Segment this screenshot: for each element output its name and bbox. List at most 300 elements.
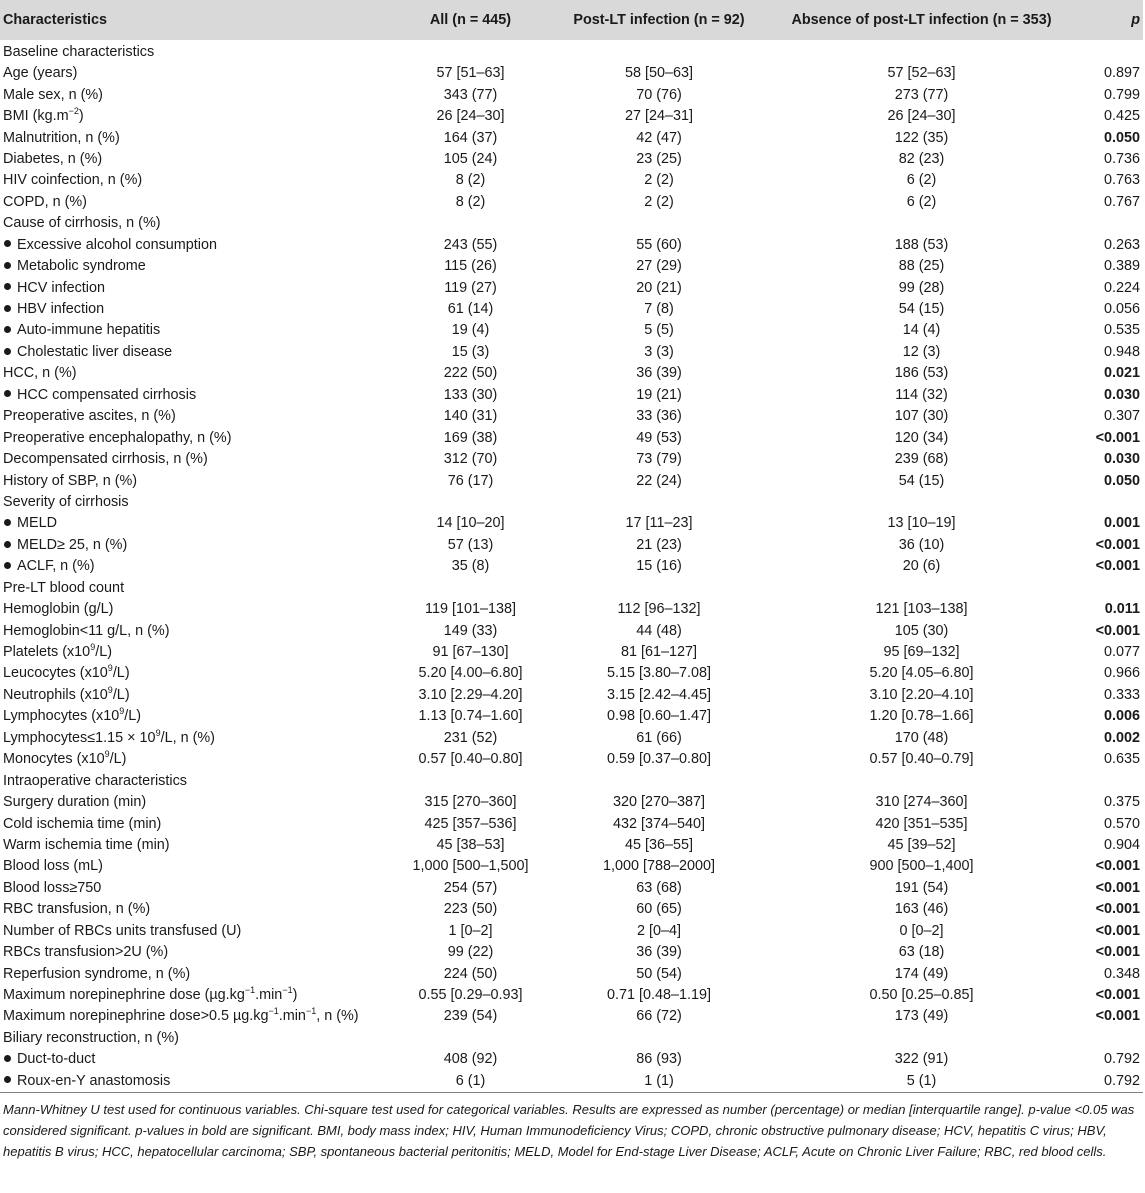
cell-all: 105 (24)	[443, 150, 498, 167]
table-row	[0, 792, 1143, 813]
row-label	[0, 642, 387, 663]
cell-post-lt-infection: 22 (24)	[636, 472, 682, 489]
label-superscript: −1	[244, 985, 256, 996]
cell-post-lt-infection: 320 [270–387]	[612, 794, 706, 811]
cell-p-value: <0.001	[1095, 1008, 1140, 1025]
table-row	[0, 235, 1143, 256]
cell-absence-post-lt-infection: 114 (32)	[895, 386, 948, 403]
cell-post-lt-infection: 36 (39)	[636, 944, 682, 961]
table-row	[0, 170, 1143, 191]
cell-p-value	[1079, 1028, 1143, 1049]
label-text: Leucocytes (x10	[3, 665, 108, 682]
cell-p-value: 0.077	[1103, 644, 1140, 661]
label-text: Surgery duration (min)	[3, 794, 147, 811]
label-text: Cholestatic liver disease	[17, 343, 173, 360]
row-label	[0, 706, 387, 727]
cell-post-lt-infection: 66 (72)	[636, 1008, 682, 1025]
cell-absence-post-lt-infection: 239 (68)	[894, 451, 949, 468]
header-p-value: p	[1131, 12, 1140, 28]
cell-absence-post-lt-infection: 99 (28)	[898, 279, 945, 296]
cell-post-lt-infection: 1 (1)	[554, 1071, 764, 1093]
bullet-icon	[4, 1055, 11, 1062]
label-superscript: 9	[90, 642, 96, 653]
cell-all: 169 (38)	[443, 429, 498, 446]
cell-all: 115 (26)	[444, 258, 497, 275]
cell-p-value: 0.030	[1103, 386, 1140, 403]
label-text-suffix: /L, n (%)	[160, 729, 215, 746]
cell-post-lt-infection: 73 (79)	[636, 451, 682, 468]
table-row	[0, 84, 1143, 105]
label-text: Warm ischemia time (min)	[3, 836, 170, 853]
cell-post-lt-infection: 2 (2)	[644, 193, 674, 210]
label-text-suffix: /L)	[112, 665, 130, 682]
row-label	[0, 985, 387, 1006]
bullet-icon	[4, 562, 11, 569]
row-label	[0, 663, 387, 684]
label-text-suffix: )	[78, 108, 84, 125]
label-text: Hemoglobin<11 g/L, n (%)	[3, 622, 170, 639]
cell-absence-post-lt-infection: 5 (1)	[764, 1071, 1079, 1093]
label-text: History of SBP, n (%)	[3, 472, 138, 489]
cell-absence-post-lt-infection: 900 [500–1,400]	[869, 858, 974, 875]
label-text: Platelets (x10	[3, 644, 91, 661]
header-characteristics: Characteristics	[3, 12, 107, 28]
cell-absence-post-lt-infection: 54 (15)	[898, 301, 945, 318]
cell-p-value: 0.948	[1103, 343, 1140, 360]
label-text: MELD	[17, 515, 57, 532]
cell-all: 254 (57)	[443, 879, 498, 896]
row-label	[0, 277, 387, 298]
cell-post-lt-infection: 3 (3)	[644, 343, 674, 360]
cell-post-lt-infection: 49 (53)	[636, 429, 682, 446]
label-text: ACLF, n (%)	[17, 558, 95, 575]
cell-all: 6 (1)	[387, 1071, 554, 1093]
section-row	[0, 770, 1143, 791]
label-text: Excessive alcohol consumption	[17, 236, 217, 253]
cell-absence-post-lt-infection: 322 (91)	[894, 1051, 949, 1068]
cell-post-lt-infection: 7 (8)	[644, 301, 674, 318]
label-text: Intraoperative characteristics	[3, 772, 187, 789]
row-label	[0, 942, 387, 963]
cell-absence-post-lt-infection: 5.20 [4.05–6.80]	[869, 665, 974, 682]
cell-absence-post-lt-infection: 20 (6)	[902, 558, 941, 575]
row-label	[0, 1071, 387, 1093]
label-superscript: −1	[268, 1006, 279, 1017]
cell-post-lt-infection: 112 [96–132]	[617, 601, 701, 618]
label-text: Severity of cirrhosis	[3, 493, 129, 510]
table-row	[0, 642, 1143, 663]
cell-post-lt-infection: 19 (21)	[636, 386, 682, 403]
table-row	[0, 599, 1143, 620]
row-label	[0, 878, 387, 899]
cell-p-value	[1079, 213, 1143, 234]
label-text: RBCs transfusion>2U (%)	[3, 944, 169, 961]
table-row	[0, 320, 1143, 341]
cell-all: 231 (52)	[443, 729, 498, 746]
cell-absence-post-lt-infection: 163 (46)	[894, 901, 949, 918]
label-text: Male sex, n (%)	[3, 86, 103, 103]
cell-post-lt-infection: 15 (16)	[636, 558, 682, 575]
bullet-icon	[4, 305, 11, 312]
table-row	[0, 277, 1143, 298]
cell-absence-post-lt-infection	[764, 492, 1079, 513]
cell-p-value: 0.375	[1103, 794, 1140, 811]
cell-post-lt-infection: 50 (54)	[636, 965, 682, 982]
row-label	[0, 106, 387, 127]
cell-p-value	[1079, 40, 1143, 63]
cell-all: 57 (13)	[447, 536, 494, 553]
table-row	[0, 106, 1143, 127]
row-label	[0, 813, 387, 834]
cell-p-value: 0.333	[1103, 686, 1140, 703]
label-text: BMI (kg.m	[3, 108, 69, 125]
bullet-icon	[4, 283, 11, 290]
cell-all: 1.13 [0.74–1.60]	[418, 708, 523, 725]
table-row	[0, 899, 1143, 920]
cell-p-value: <0.001	[1095, 901, 1140, 918]
cell-p-value: 0.307	[1103, 408, 1140, 425]
header-absence-post-lt-infection: Absence of post-LT infection (n = 353)	[791, 12, 1052, 28]
cell-post-lt-infection: 63 (68)	[636, 879, 682, 896]
table-row	[0, 363, 1143, 384]
cell-absence-post-lt-infection: 0.50 [0.25–0.85]	[869, 987, 974, 1004]
table-body	[0, 40, 1143, 1092]
cell-post-lt-infection: 5 (5)	[644, 322, 674, 339]
cell-all: 3.10 [2.29–4.20]	[418, 686, 523, 703]
table-row	[0, 921, 1143, 942]
table-row	[0, 685, 1143, 706]
table-footnote: Mann-Whitney U test used for continuous variables. Chi-square test used for categorical variables. Results are expressed as number (percentage) or median [interquartile range]. p-value <0.05 was considered significant. p-values in bold are significant. BMI, body mass index; HIV, Human Immunodeficiency Virus; COPD, chronic obstructive pulmonary disease; HCV, hepatitis C virus; HBV, hepatitis B virus; HCC, hepatocellular carcinoma; SBP, spontaneous bacterial peritonitis; MELD, Model for End-stage Liver Disease; ACLF, Acute on Chronic Liver Failure; RBC, red blood cells.	[3, 1101, 1135, 1159]
cell-post-lt-infection	[554, 578, 764, 599]
section-row	[0, 492, 1143, 513]
cell-all: 91 [67–130]	[432, 644, 509, 661]
cell-post-lt-infection: 432 [374–540]	[612, 815, 706, 832]
row-label	[0, 556, 387, 577]
cell-all: 0.57 [0.40–0.80]	[418, 751, 523, 768]
row-label	[0, 856, 387, 877]
table-row	[0, 470, 1143, 491]
cell-p-value: 0.763	[1103, 172, 1140, 189]
label-text: Decompensated cirrhosis, n (%)	[3, 451, 208, 468]
section-label	[0, 578, 387, 599]
row-label	[0, 535, 387, 556]
cell-absence-post-lt-infection: 310 [274–360]	[875, 794, 968, 811]
cell-p-value: 0.224	[1103, 279, 1140, 296]
header-post-lt-infection: Post-LT infection (n = 92)	[573, 12, 745, 28]
cell-absence-post-lt-infection: 26 [24–30]	[887, 108, 956, 125]
cell-post-lt-infection: 36 (39)	[636, 365, 682, 382]
table-row	[0, 1071, 1143, 1093]
label-text: Roux-en-Y anastomosis	[17, 1072, 171, 1089]
section-label	[0, 40, 387, 63]
cell-p-value: 0.030	[1103, 451, 1140, 468]
row-label	[0, 835, 387, 856]
cell-absence-post-lt-infection: 82 (23)	[898, 150, 945, 167]
row-label	[0, 192, 387, 213]
cell-absence-post-lt-infection: 121 [103–138]	[875, 601, 968, 618]
bullet-icon	[4, 519, 11, 526]
label-text: HIV coinfection, n (%)	[3, 172, 143, 189]
cell-post-lt-infection: 23 (25)	[636, 150, 682, 167]
row-label	[0, 899, 387, 920]
cell-all: 0.55 [0.29–0.93]	[418, 987, 523, 1004]
cell-p-value: 0.792	[1103, 1051, 1140, 1068]
table-row	[0, 856, 1143, 877]
label-text: RBC transfusion, n (%)	[3, 901, 151, 918]
cell-absence-post-lt-infection	[764, 578, 1079, 599]
cell-post-lt-infection: 70 (76)	[636, 86, 682, 103]
row-label	[0, 342, 387, 363]
cell-p-value: <0.001	[1095, 558, 1140, 575]
row-label	[0, 470, 387, 491]
cell-post-lt-infection: 5.15 [3.80–7.08]	[606, 665, 712, 682]
cell-p-value: 0.056	[1103, 301, 1140, 318]
label-text: Maximum norepinephrine dose (µg.kg	[3, 987, 245, 1004]
header-row	[0, 0, 1143, 40]
cell-post-lt-infection: 0.98 [0.60–1.47]	[606, 708, 712, 725]
table-row	[0, 556, 1143, 577]
cell-absence-post-lt-infection: 6 (2)	[906, 172, 937, 189]
cell-absence-post-lt-infection: 191 (54)	[894, 879, 949, 896]
bullet-icon	[4, 1076, 11, 1083]
cell-p-value: <0.001	[1095, 944, 1140, 961]
cell-post-lt-infection	[554, 492, 764, 513]
label-text: Maximum norepinephrine dose>0.5 µg.kg	[3, 1008, 269, 1025]
row-label	[0, 620, 387, 641]
cell-post-lt-infection: 45 [36–55]	[624, 836, 694, 853]
cell-all: 35 (8)	[451, 558, 490, 575]
cell-p-value: 0.535	[1103, 322, 1140, 339]
table-row	[0, 192, 1143, 213]
row-label	[0, 320, 387, 341]
cell-all: 425 [357–536]	[424, 815, 517, 832]
cell-all: 343 (77)	[443, 86, 498, 103]
section-row	[0, 578, 1143, 599]
cell-all: 312 (70)	[443, 451, 498, 468]
cell-absence-post-lt-infection: 88 (25)	[898, 258, 945, 275]
row-label	[0, 149, 387, 170]
header-all: All (n = 445)	[429, 12, 512, 28]
cell-absence-post-lt-infection: 420 [351–535]	[875, 815, 968, 832]
cell-absence-post-lt-infection: 14 (4)	[902, 322, 941, 339]
cell-p-value: 0.736	[1103, 150, 1140, 167]
table-row	[0, 620, 1143, 641]
cell-p-value: <0.001	[1095, 858, 1140, 875]
cell-p-value: 0.348	[1103, 965, 1140, 982]
label-text: Duct-to-duct	[17, 1051, 96, 1068]
label-text: HCV infection	[17, 279, 105, 296]
table-row	[0, 813, 1143, 834]
cell-all: 14 [10–20]	[436, 515, 505, 532]
cell-all: 19 (4)	[451, 322, 490, 339]
cell-post-lt-infection: 60 (65)	[636, 901, 682, 918]
table-row	[0, 749, 1143, 770]
table-header	[0, 0, 1143, 40]
row-label	[0, 170, 387, 191]
row-label	[0, 385, 387, 406]
cell-all: 99 (22)	[447, 944, 494, 961]
table-row	[0, 385, 1143, 406]
section-label	[0, 492, 387, 513]
label-text: Hemoglobin (g/L)	[3, 601, 114, 618]
cell-p-value: 0.021	[1103, 365, 1140, 382]
cell-post-lt-infection: 0.59 [0.37–0.80]	[606, 751, 712, 768]
row-label	[0, 84, 387, 105]
cell-absence-post-lt-infection: 36 (10)	[898, 536, 945, 553]
table-row	[0, 127, 1143, 148]
table-row	[0, 406, 1143, 427]
label-superscript: 9	[107, 685, 113, 696]
label-text-mid: .min	[278, 1008, 306, 1025]
cell-all: 15 (3)	[451, 343, 490, 360]
table-row	[0, 513, 1143, 534]
cell-absence-post-lt-infection: 174 (49)	[894, 965, 949, 982]
cell-all: 76 (17)	[447, 472, 494, 489]
cell-absence-post-lt-infection: 186 (53)	[894, 365, 949, 382]
cell-absence-post-lt-infection: 3.10 [2.20–4.10]	[869, 686, 974, 703]
bullet-icon	[4, 541, 11, 548]
cell-all: 45 [38–53]	[436, 836, 505, 853]
cell-post-lt-infection: 55 (60)	[636, 236, 682, 253]
cell-p-value	[1079, 770, 1143, 791]
row-label	[0, 1049, 387, 1070]
cell-p-value: <0.001	[1095, 987, 1140, 1004]
cell-post-lt-infection: 21 (23)	[636, 536, 682, 553]
bullet-icon	[4, 262, 11, 269]
section-row	[0, 40, 1143, 63]
cell-post-lt-infection: 58 [50–63]	[624, 65, 694, 82]
label-text: HCC, n (%)	[3, 365, 77, 382]
label-text-mid: .min	[255, 987, 283, 1004]
cell-all: 149 (33)	[443, 622, 498, 639]
cell-all	[387, 213, 554, 234]
label-text: Blood loss (mL)	[3, 858, 103, 875]
label-text: Cold ischemia time (min)	[3, 815, 162, 832]
cell-all: 8 (2)	[455, 172, 486, 189]
cell-p-value: <0.001	[1095, 536, 1140, 553]
table-row	[0, 963, 1143, 984]
cell-post-lt-infection	[554, 40, 764, 63]
row-label	[0, 685, 387, 706]
section-label	[0, 770, 387, 791]
row-label	[0, 299, 387, 320]
row-label	[0, 921, 387, 942]
cell-post-lt-infection: 1,000 [788–2000]	[602, 858, 716, 875]
cell-post-lt-infection: 0.71 [0.48–1.19]	[606, 987, 712, 1004]
cell-all: 315 [270–360]	[424, 794, 517, 811]
label-text-suffix: /L)	[95, 644, 112, 661]
row-label	[0, 792, 387, 813]
table-row	[0, 663, 1143, 684]
label-text: Number of RBCs units transfused (U)	[3, 922, 242, 939]
cell-absence-post-lt-infection: 1.20 [0.78–1.66]	[869, 708, 974, 725]
cell-post-lt-infection: 61 (66)	[636, 729, 682, 746]
table-row	[0, 535, 1143, 556]
row-label	[0, 256, 387, 277]
label-text-suffix: /L)	[112, 686, 130, 703]
row-label	[0, 1006, 387, 1027]
cell-p-value: 0.389	[1103, 258, 1140, 275]
bullet-icon	[4, 348, 11, 355]
bullet-icon	[4, 240, 11, 247]
label-text: HCC compensated cirrhosis	[17, 386, 197, 403]
cell-p-value: <0.001	[1095, 879, 1140, 896]
label-text: Lymphocytes (x10	[3, 708, 120, 725]
cell-all	[387, 770, 554, 791]
cell-absence-post-lt-infection: 273 (77)	[894, 86, 949, 103]
cell-p-value: 0.904	[1103, 836, 1140, 853]
cell-post-lt-infection: 27 [24–31]	[624, 108, 694, 125]
label-superscript: 9	[119, 706, 125, 717]
row-label	[0, 363, 387, 384]
table-row	[0, 942, 1143, 963]
cell-absence-post-lt-infection	[764, 40, 1079, 63]
bullet-icon	[4, 390, 11, 397]
label-text-suffix: , n (%)	[316, 1008, 359, 1025]
bullet-icon	[4, 326, 11, 333]
table-row	[0, 63, 1143, 84]
label-text: Malnutrition, n (%)	[3, 129, 120, 146]
cell-p-value: 0.635	[1103, 751, 1140, 768]
table-row	[0, 835, 1143, 856]
cell-post-lt-infection: 2 (2)	[644, 172, 674, 189]
label-text: Preoperative ascites, n (%)	[3, 408, 176, 425]
cell-post-lt-infection	[554, 1028, 764, 1049]
table-row	[0, 1006, 1143, 1027]
cell-absence-post-lt-infection: 12 (3)	[902, 343, 941, 360]
cell-absence-post-lt-infection	[764, 213, 1079, 234]
row-label	[0, 427, 387, 448]
row-label	[0, 449, 387, 470]
label-text: Reperfusion syndrome, n (%)	[3, 965, 191, 982]
cell-p-value: 0.792	[1079, 1071, 1143, 1093]
cell-post-lt-infection: 2 [0–4]	[636, 922, 681, 939]
label-text-suffix: /L)	[124, 708, 142, 725]
table-row	[0, 299, 1143, 320]
section-row	[0, 1028, 1143, 1049]
table-row	[0, 728, 1143, 749]
cell-all: 1 [0–2]	[448, 922, 493, 939]
cell-all: 239 (54)	[443, 1008, 498, 1025]
cell-post-lt-infection: 81 [61–127]	[620, 644, 698, 661]
cell-p-value: 0.799	[1103, 86, 1140, 103]
cell-p-value	[1079, 578, 1143, 599]
cell-p-value: 0.897	[1103, 65, 1140, 82]
cell-absence-post-lt-infection: 0.57 [0.40–0.79]	[869, 751, 974, 768]
label-text-suffix: /L)	[109, 751, 127, 768]
cell-absence-post-lt-infection: 120 (34)	[894, 429, 949, 446]
cell-all: 243 (55)	[443, 236, 498, 253]
cell-all	[387, 492, 554, 513]
cell-p-value: 0.050	[1103, 129, 1140, 146]
cell-p-value: <0.001	[1095, 922, 1140, 939]
cell-post-lt-infection	[554, 770, 764, 791]
cell-post-lt-infection: 20 (21)	[636, 279, 682, 296]
cell-p-value: <0.001	[1095, 622, 1140, 639]
label-text-suffix: )	[292, 987, 298, 1004]
cell-p-value: 0.011	[1104, 601, 1140, 618]
cell-absence-post-lt-infection	[764, 770, 1079, 791]
label-text: Neutrophils (x10	[3, 686, 108, 703]
cell-all: 222 (50)	[443, 365, 498, 382]
label-text: Auto-immune hepatitis	[17, 322, 161, 339]
row-label	[0, 127, 387, 148]
cell-all	[387, 578, 554, 599]
cell-absence-post-lt-infection: 13 [10–19]	[887, 515, 956, 532]
row-label	[0, 235, 387, 256]
table-row	[0, 706, 1143, 727]
cell-p-value: <0.001	[1095, 429, 1140, 446]
